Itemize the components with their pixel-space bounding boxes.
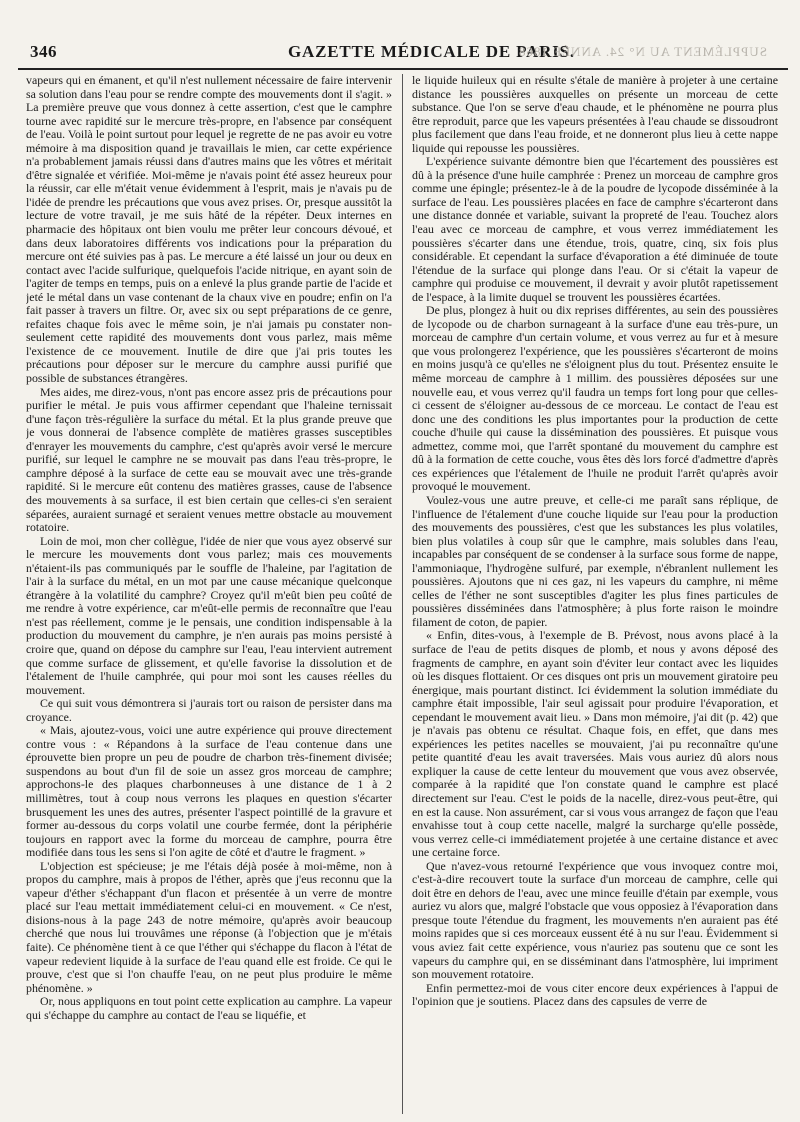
paragraph: Mes aides, me direz-vous, n'ont pas encore assez pris de précautions pour purifier le métal. Je puis vous affirmer cependant que l'haleine ternissait d'une façon très-régulière la surface du métal. Et la plus grande preuve que je vous donnerai de l'absence complète de matières grasses susceptibles d'enrayer les mouvements du camphre, c'est qu'après avoir versé le mercure purifié, sur lequel le camphre ne se mouvait pas dans l'eau très-propre, le camphre déposé à la surface de cette eau se mouvait avec une très-grande rapidité. Si le mercure eût contenu des matières grasses, cause de l'absence des mouvements à sa surface, il est bien certain que celles-ci s'en seraient séparées, auraient surnagé et seraient venues mettre obstacle au mouvement rotatoire. — [26, 384, 392, 535]
paragraph: L'expérience suivante démontre bien que l'écartement des poussières est dû à la présence d'une huile camphrée : Prenez un morceau de camphre gros comme une épingle; présentez-le à de la poudre de lycopode disséminée à la surface de l'eau. Les poussières placées en face de camphre s'écarteront dans une distance donnée et variable, suivant la propreté de l'eau. Touchez alors l'eau avec ce morceau de camphre, et vous verrez immédiatement les poussières s'écarter dans une étendue, trois, quatre, cinq, six fois plus considérable. Et cependant la surface d'évaporation a été diminuée de toute l'étendue de la surface qui plonge dans l'eau. Or si c'était la vapeur de camphre qui produise ce mouvement, il devrait y avoir plutôt rapetissement de l'espace, à la limite duquel se trouvent les poussières écartées. — [412, 154, 778, 304]
page-number: 346 — [30, 42, 57, 61]
paragraph: Ce qui suit vous démontrera si j'aurais tort ou raison de persister dans ma croyance. — [26, 696, 392, 724]
left-column — [26, 74, 392, 1114]
journal-title: GAZETTE MÉDICALE DE PARIS. — [288, 42, 575, 61]
header-rule — [18, 68, 788, 70]
paragraph: Enfin permettez-moi de vous citer encore deux expériences à l'appui de l'opinion que je soutiens. Placez dans des capsules de verre de — [412, 980, 778, 1009]
paragraph: De plus, plongez à huit ou dix reprises différentes, au sein des poussières de lycopode ou de charbon surnageant à la surface d'une eau très-pure, un morceau de camphre d'un certain volume, et vous verrez au fur et à mesure que vous prolongerez l'expérience, que les poussières s'écarteront de moins en moins jusqu'à ce qu'elles ne s'éloignent plus du tout. Présentez ensuite le même morceau de camphre à 1 millim. des poussières déposées sur une nouvelle eau, et vous verrez qu'il faudra un temps fort long pour que celles-ci cessent de s'éloigner au-dessous de ce morceau. Le contact de l'eau est donc une des conditions les plus importantes pour la production de cette couche d'huile qui cause la dissémination des poussières. Et puisque vous admettez, comme moi, que l'arrêt spontané du mouvement du camphre est dû à la formation de cette couche, vous êtes dès lors forcé d'admettre d'après ces expériences que l'étalement de l'huile ne produit l'arrêt qu'après avoir provoqué le mouvement. — [412, 303, 778, 494]
paragraph: « Enfin, dites-vous, à l'exemple de B. Prévost, nous avons placé à la surface de l'eau de petits disques de plomb, et nous y avons déposé des fragments de camphre, en ayant soin d'éviter leur contact avec les liquides où les disques flottaient. Or ces disques ont pris un mouvement giratoire peu énergique, mais pourtant distinct. Ici évidemment la solution immédiate du camphre était impossible, l'air seul agissait pour produire l'évaporation, et cependant le mouvement avait lieu. » Dans mon mémoire, j'ai dit (p. 42) que je n'avais pas obtenu ce résultat. Chaque fois, en effet, que dans mes expériences les petites nacelles se mouvaient, j'ai pu reconnaître qu'une petite quantité d'eau les avait traversées. Mais vous auriez dû alors nous expliquer la cause de cette lenteur du mouvement que vous avez observée, comparée à la rapidité que l'on constate quand le camphre est placé directement sur l'eau. C'est le poids de la nacelle, direz-vous peut-être, qui en est la cause. Non assurément, car si vous vous arrangez de façon que l'eau envahisse tout à coup cette nacelle, malgré la surcharge qu'elle possède, vous verrez celle-ci immédiatement projetée à une certaine distance et avec une certaine force. — [412, 628, 778, 860]
paragraph: Voulez-vous une autre preuve, et celle-ci me paraît sans réplique, de l'influence de l'étalement d'une couche liquide sur l'eau pour la production des mouvements des poussières, c'est que les substances les plus volatiles, bien plus volatiles à coup sûr que le camphre, mais solubles dans l'eau, incapables par conséquent de se condenser à la surface sous forme de nappe, l'ammoniaque, l'hydrogène sulfuré, par exemple, n'ébranlent nullement les poussières. Ajoutons que ni ces gaz, ni les vapeurs du camphre, ni même celles de l'éther ne sont susceptibles d'agiter les plus fines particules de poussières disséminées dans l'atmosphère; à plus forte raison le moindre filament de coton, de papier. — [412, 492, 778, 629]
paragraph: vapeurs qui en émanent, et qu'il n'est nullement nécessaire de faire intervenir sa solution dans l'eau pour se rendre compte des mouvements dont il s'agit. » La première preuve que vous donnez à cette assertion, c'est que le camphre tourne avec rapidité sur le mercure très-propre, en l'absence par conséquent de l'eau. Voilà le point surtout pour lequel je regrette de ne pas avoir eu votre mémoire à ma disposition quand je travaillais le mien, car cette expérience n'a probablement jamais réussi dans d'autres mains que les vôtres et méritait d'être signalée et vérifiée. Moi-même je n'avais point été assez heureux pour la réussir, car elle m'était venue évidemment à l'esprit, mais je n'avais pu de l'idée de prendre les précautions que vous avez prises. Or, presque aussitôt la lecture de votre travail, je me suis hâté de la répéter. Deux internes en pharmacie des hôpitaux ont bien voulu me prêter leur concours dévoué, et dans deux laboratoires différents vos indications pour la préparation du mercure ont été suivies pas à pas. Le mercure a été laissé un jour ou deux en contact avec l'acide sulfurique, quelquefois l'acide nitrique, en ayant soin de l'agiter de temps en temps, puis on a enlevé la plus grande partie de l'acide et jeté le métal dans un vase contenant de la chaux vive en poudre; enfin on l'a fait passer à travers un filtre. Or, avec six ou sept préparations de ce genre, refaites chaque fois avec le même soin, je n'ai jamais pu constater non-seulement cette rapidité des mouvements dont vous parlez, mais même l'existence de ce mouvement. Inutile de dire que j'ai pris toutes les précautions pour déposer sur le mercure du camphre aussi purifié que possible de substances étrangères. — [26, 74, 392, 386]
paragraph: le liquide huileux qui en résulte s'étale de manière à projeter à une certaine distance les poussières auxquelles on présente un morceau de cette substance. Que l'on se serve d'eau chaude, et le phénomène ne pourra plus être reproduit, parce que les vapeurs présentées à l'eau chaude se dissoudront plus facilement que dans l'eau froide, et ne donneront plus lieu à cette nappe liquide qui repousse les poussières. — [412, 74, 778, 155]
paragraph: Que n'avez-vous retourné l'expérience que vous invoquez contre moi, c'est-à-dire recouvert toute la surface d'un morceau de camphre, celle qui doit être en dehors de l'eau, avec une mince feuille d'étain par exemple, vous auriez vu alors que, malgré l'obstacle que vous opposiez à l'évaporation dans presque toute l'étendue du fragment, les mouvements n'en auraient pas été moins rapides que si ces morceaux eussent été à nu sur l'eau. Évidemment si vous aviez fait cette expérience, vous n'auriez pas soutenu que ce sont les vapeurs du camphre qui, en se disséminant dans l'atmosphère, lui impriment son mouvement rotatoire. — [412, 858, 778, 982]
right-column — [412, 74, 778, 1114]
bleed-through-text: SUPPLÉMENT AU N° 24. ANNÉE 1868 — [518, 44, 768, 59]
column-divider — [402, 74, 403, 1114]
paragraph: Or, nous appliquons en tout point cette explication au camphre. La vapeur qui s'échappe du camphre au contact de l'eau se liquéfie, et — [26, 994, 392, 1022]
paragraph: « Mais, ajoutez-vous, voici une autre expérience qui prouve directement contre vous : « Répandons à la surface de l'eau contenue dans une éprouvette bien propre un peu de poudre de charbon très-finement divisée; suspendons au bout d'un fil de soie un assez gros morceau de camphre; approchons-le des plaques charbonneuses à une distance de 1 à 2 millimètres, tout à coup nous verrons les plaques en question s'écarter brusquement les unes des autres, présenter l'aspect pointillé de la gravure et former au-dessous du corps volatil une courbe fermée, dont la périphérie toujours en rapport avec la forme du morceau de camphre, pourra être modifiée dans tous les sens si l'on agite de côté et d'autre le fragment. » — [26, 723, 392, 860]
paragraph: L'objection est spécieuse; je me l'étais déjà posée à moi-même, non à propos du camphre, mais à propos de l'éther, après que j'eus reconnu que la vapeur d'éther s'échappant d'un flacon et présentée à un verre de montre placé sur l'eau mettait immédiatement celui-ci en mouvement. « Ce n'est, disions-nous à la page 243 de notre mémoire, qu'après avoir beaucoup cherché que nous lui trouvâmes une réponse (à l'objection que je m'étais faite). Ce phénomène tient à ce que l'éther qui s'échappe du flacon à l'état de vapeur redevient liquide à la surface de l'eau quand elle est froide. Ce qui le prouve, c'est que si l'on chauffe l'eau, on ne peut plus produire le même phénomène. » — [26, 858, 392, 995]
paragraph: Loin de moi, mon cher collègue, l'idée de nier que vous ayez observé sur le mercure les mouvements dont vous parlez; mais ces mouvements n'étaient-ils pas communiqués par le souffle de l'haleine, par l'agitation de l'air à la surface du métal, en un mot par une cause mécanique quelconque étrangère à la volatilité du camphre? Croyez qu'il m'eût bien peu coûté de me rendre à votre expérience, car m'eût-elle permis de reconnaître que l'eau n'est pas réellement, comme je le pensais, une condition indispensable à la production du mouvement du camphre, je n'en aurais pas moins persisté à croire que, quand on dépose du camphre sur l'eau, l'eau intervient autrement que comme surface de glissement, et qu'elle favorise la dissolution et de l'étalement de l'huile camphrée, qui pour moi sont les causes réelles du mouvement. — [26, 533, 392, 697]
page-header — [18, 38, 786, 66]
newspaper-page — [18, 38, 786, 1116]
